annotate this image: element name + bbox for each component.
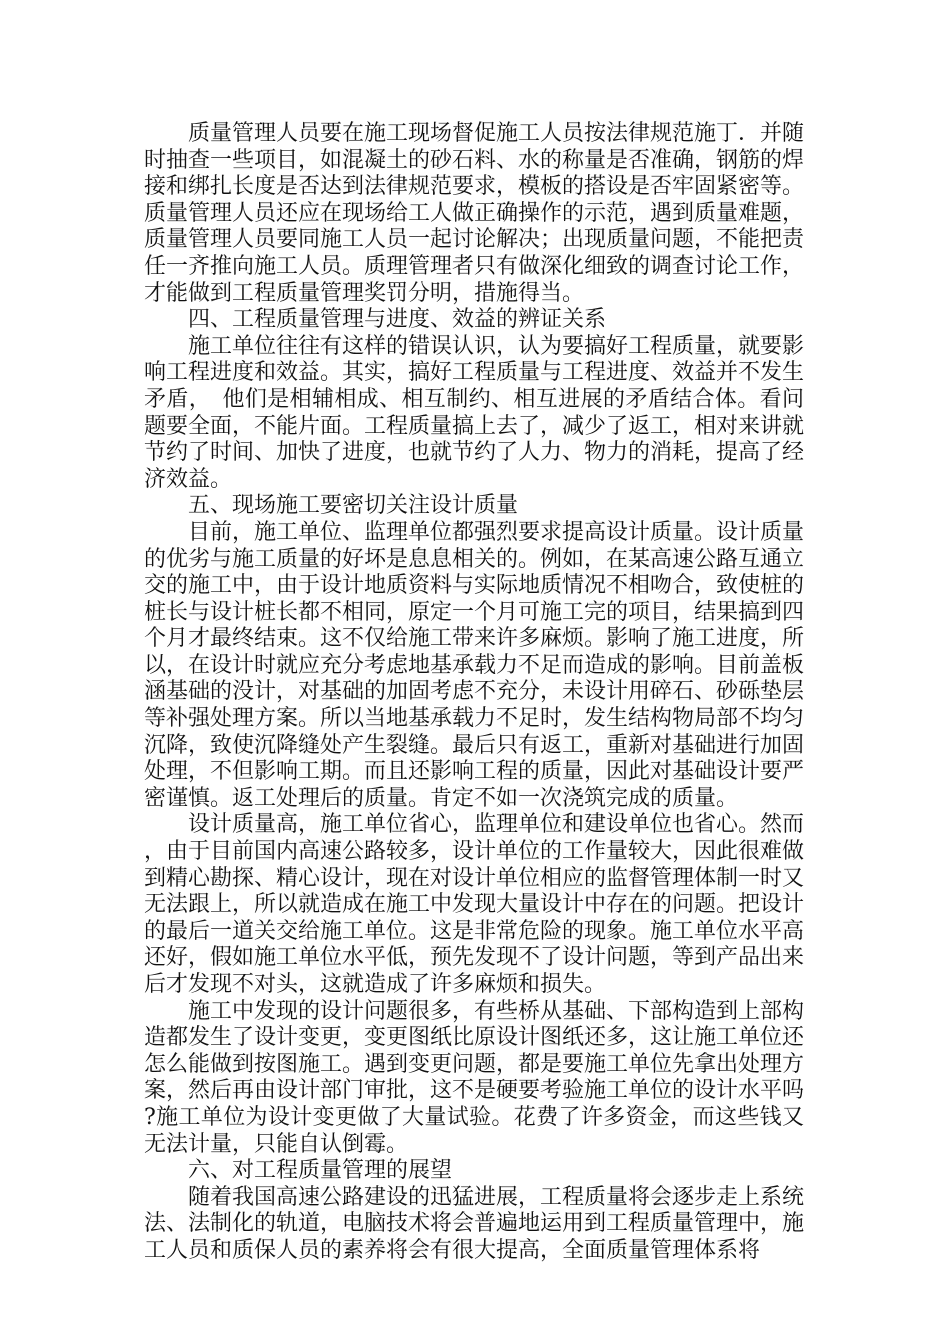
document-body — [144, 121, 804, 1265]
paragraph-quality-progress-benefit: 施工单位往往有这样的错误认识，认为要搞好工程质量，就要影响工程进度和效益。其实，搞好工程质量与工程进度、效益并不发生矛盾， 他们是相辅相成、相互制约、相互进展的矛盾结合体。看问题要全面，不能片面。工程质量搞上去了，减少了返工，相对来讲就节约了时间、加快了进度，也就节约了人力、物力的消耗，提高了经济效益。 — [144, 333, 805, 492]
paragraph-quality-supervision: 质量管理人员要在施工现场督促施工人员按法律规范施丁．并随时抽查一些项目，如混凝土的砂石料、水的称量是否准确，钢筋的焊接和绑扎长度是否达到法律规范要求，模板的搭设是否牢固紧密等。质量管理人员还应在现场给工人做正确操作的示范，遇到质量难题，质量管理人员要同施工人员一起讨论解决；出现质量问题，不能把责任一齐推向施工人员。质理管理者只有做深化细致的调查讨论工作，才能做到工程质量管理奖罚分明，措施得当。 — [144, 121, 805, 306]
paragraph-design-quality-example: 目前，施工单位、监理单位都强烈要求提高设计质量。设计质量的优劣与施工质量的好坏是息息相关的。例如，在某高速公路互通立交的施工中，由于设计地质资料与实际地质情况不相吻合，致使桩的桩长与设计桩长都不相同，原定一个月可施工完的项目，结果搞到四个月才最终结束。这不仅给施工带来许多麻烦。影响了施工进度，所以，在设计时就应充分考虑地基承载力不足而造成的影响。目前盖板涵基础的没计，对基础的加固考虑不充分，未设计用碎石、砂砾垫层等补强处理方案。所以当地基承载力不足时，发生结构物局部不均匀沉降，致使沉降缝处产生裂缝。最后只有返工，重新对基础进行加固处理，不但影响工期。而且还影响工程的质量，因此对基础设计要严密谨慎。返工处理后的质量。肯定不如一次浇筑完成的质量。 — [144, 519, 805, 811]
paragraph-outlook: 随着我国高速公路建设的迅猛进展，工程质量将会逐步走上系统法、法制化的轨道，电脑技术将会普遍地运用到工程质量管理中，施工人员和质保人员的素养将会有很大提高，全面质量管理体系将 — [144, 1184, 805, 1263]
paragraph-design-changes: 施工中发现的设计问题很多，有些桥从基础、下部构造到上部构造都发生了设计变更，变更图纸比原设计图纸还多，这让施工单位还怎么能做到按图施工。遇到变更问题，都是要施工单位先拿出处理方案，然后再由设计部门审批，这不是硬要考验施工单位的设计水平吗?施工单位为设计变更做了大量试验。花费了许多资金，而这些钱又无法计量，只能自认倒霉。 — [144, 998, 805, 1157]
heading-section-4: 四、工程质量管理与进度、效益的辨证关系 — [188, 307, 607, 333]
paragraph-design-quality-importance: 设计质量高，施工单位省心，监理单位和建设单位也省心。然而，由于目前国内高速公路较多，设计单位的工作量较大，因此很难做到精心勘探、精心设计，现在对设计单位相应的监督管理体制一时又无法跟上，所以就造成在施工中发现大量设计中存在的问题。把设计的最后一道关交给施工单位。这是非常危险的现象。施工单位水平高还好，假如施工单位水平低，预先发现不了设计问题，等到产品出来后才发现不对头，这就造成了许多麻烦和损失。 — [144, 812, 805, 997]
heading-section-6: 六、对工程质量管理的展望 — [188, 1158, 453, 1184]
heading-section-5: 五、现场施工要密切关注设计质量 — [188, 493, 519, 519]
